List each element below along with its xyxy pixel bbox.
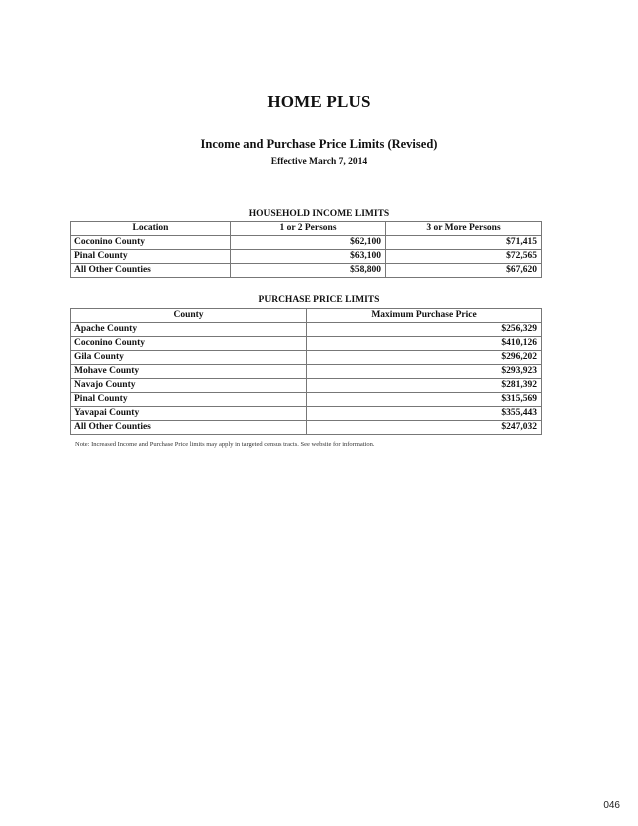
purchase-limits-title: PURCHASE PRICE LIMITS — [258, 295, 380, 305]
table-row — [71, 421, 542, 435]
county-cell: All Other Counties — [71, 421, 307, 435]
table-header-row — [71, 309, 542, 323]
table-row — [71, 407, 542, 421]
table-row — [71, 393, 542, 407]
table-row — [71, 323, 542, 337]
table-row — [71, 365, 542, 379]
price-cell: $296,202 — [307, 351, 542, 365]
county-cell: Mohave County — [71, 365, 307, 379]
page-title: HOME PLUS — [267, 92, 371, 111]
income-1-2-cell: $58,800 — [231, 264, 386, 278]
table-row — [71, 264, 542, 278]
table-row — [71, 236, 542, 250]
footnote: Note: Increased Income and Purchase Price limits may apply in targeted census tracts. See website for information. — [75, 441, 375, 448]
purchase-limits-table — [70, 308, 542, 435]
income-3-plus-cell: $67,620 — [386, 264, 542, 278]
price-cell: $247,032 — [307, 421, 542, 435]
column-header-location: Location — [71, 222, 231, 236]
table-row — [71, 351, 542, 365]
price-cell: $410,126 — [307, 337, 542, 351]
price-cell: $315,569 — [307, 393, 542, 407]
income-1-2-cell: $62,100 — [231, 236, 386, 250]
income-3-plus-cell: $72,565 — [386, 250, 542, 264]
price-cell: $281,392 — [307, 379, 542, 393]
county-cell: Coconino County — [71, 337, 307, 351]
price-cell: $293,923 — [307, 365, 542, 379]
county-cell: Navajo County — [71, 379, 307, 393]
column-header-max-price: Maximum Purchase Price — [307, 309, 542, 323]
location-cell: Coconino County — [71, 236, 231, 250]
income-1-2-cell: $63,100 — [231, 250, 386, 264]
page-number: 046 — [603, 800, 620, 811]
column-header-1-2-persons: 1 or 2 Persons — [231, 222, 386, 236]
county-cell: Apache County — [71, 323, 307, 337]
table-header-row — [71, 222, 542, 236]
location-cell: All Other Counties — [71, 264, 231, 278]
county-cell: Gila County — [71, 351, 307, 365]
column-header-3-plus-persons: 3 or More Persons — [386, 222, 542, 236]
price-cell: $355,443 — [307, 407, 542, 421]
table-row — [71, 250, 542, 264]
income-3-plus-cell: $71,415 — [386, 236, 542, 250]
location-cell: Pinal County — [71, 250, 231, 264]
price-cell: $256,329 — [307, 323, 542, 337]
column-header-county: County — [71, 309, 307, 323]
page-subtitle: Income and Purchase Price Limits (Revised) — [200, 137, 438, 151]
table-row — [71, 337, 542, 351]
table-row — [71, 379, 542, 393]
income-limits-table — [70, 221, 542, 278]
income-limits-title: HOUSEHOLD INCOME LIMITS — [248, 209, 390, 219]
county-cell: Pinal County — [71, 393, 307, 407]
county-cell: Yavapai County — [71, 407, 307, 421]
effective-date: Effective March 7, 2014 — [270, 157, 368, 167]
